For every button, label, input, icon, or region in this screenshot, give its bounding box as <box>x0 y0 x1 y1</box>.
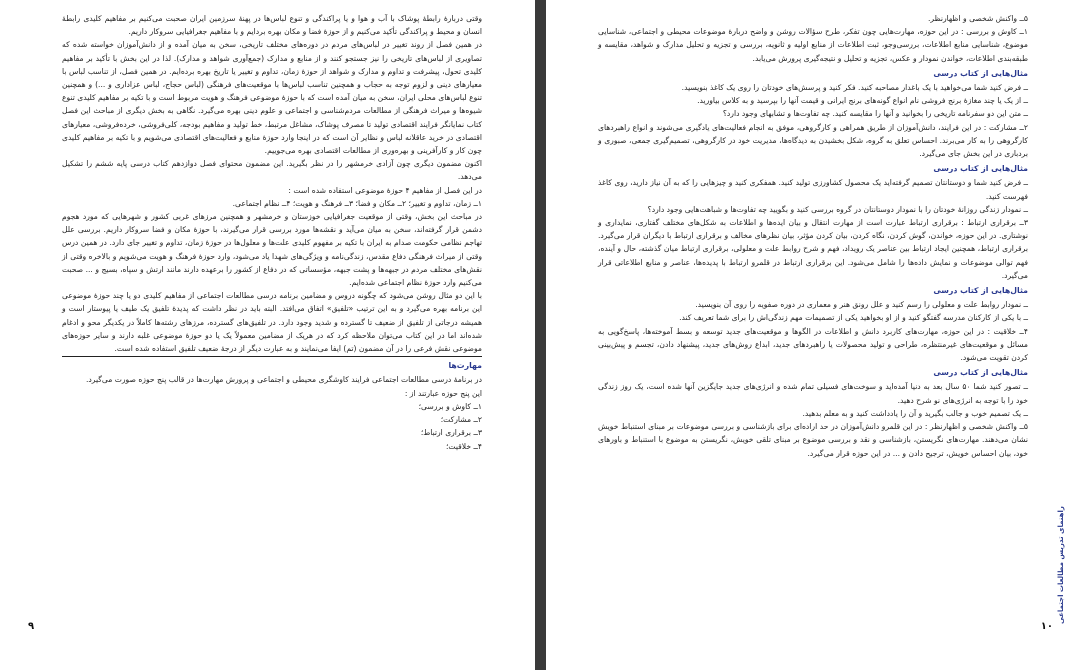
page-number: ۱۰ <box>1040 621 1053 632</box>
skill-item-communication: ۳ــ برقراری ارتباط : برقراری ارتباط عبارت است از مهارت انتقال و بیان ایده‌ها و اطلاعات به شکل‌های مختلف گفتاری، نمایداری و نوشتاری. در این حوزه، خواندن، گوش کردن، نگاه کردن، بیان کردن مؤثر، بیان نظرهای مخالف و برقراری ارتباط با دیگران قرار می‌گیرد. برقراری ارتباط، همچنین ایجاد ارتباط بین عناصر یک رویداد، فهم و شرح روابط علت و معلولی، برقراری ارتباط میان گذشته، حال و آینده، فهم توالی موضوعات و نمایش داده‌ها را شامل می‌شود. این برقراری ارتباط در قلمرو ارتباط با پدیده‌ها، عناصر و منابع اطلاعاتی قرار می‌گیرد. <box>598 218 1028 280</box>
paragraph: در همین فصل از روند تغییر در لباس‌های مردم در دوره‌های مختلف تاریخی، سخن به میان آمده و از دانش‌آموزان خواسته شده که تصاویری از لباس‌های تاریخی را نیز جستجو کنند و از منابع و مدارک (جمع‌آوری شواهد و مدارک). لذا در این بخش با تأکید بر مفاهیم کلیدی تحول، پیشرفت و تداوم و مدارک و شواهد از حوزهٔ زمان، تداوم و تغییر یا تاریخ بهره برده‌ایم. در همین فصل، از تناسب لباس با معیارهای دینی و لزوم توجه به حجاب و همچنین تناسب لباس‌ها با موقعیت‌های فرهنگی (لباس حجاج، لباس عزاداری و ...) و همچنین تنوع لباس‌های محلی ایران، سخن به میان آمده است که با حوزهٔ موضوعی فرهنگ و هویت مربوط است و با تکیه بر مفاهیم کلیدی تنوع شیوه‌ها و میراث فرهنگی از مطالعات مردم‌شناسی و اجتماعی و علوم دینی بهره می‌گیرد. نگاهی به بخش دیگری از مباحث این فصل کتاب نمایانگر فرایند اقتصادی تولید تا مصرف پوشاک، مشاغل مرتبط، خط تولید و مفاهیم بودجه، کلی‌فروشی، خرده‌فروشی، معیارهای اقتصادی در خرید عاقلانه لباس و نظایر آن است که در اینجا وارد حوزهٔ منابع و فعالیت‌های اقتصادی می‌شویم و با تکیه بر مفاهیم کلیدی چون کار و کارآفرینی و بهره‌وری از مطالعات اقتصادی بهره می‌جوییم. <box>62 40 482 156</box>
left-text-column <box>62 12 482 453</box>
paragraph: در این فصل از مفاهیم ۴ حوزهٔ موضوعی استفاده شده است : <box>288 185 482 195</box>
skill-item-participation: ۲ــ مشارکت : در این فرایند، دانش‌آموزان از طریق همراهی و کارگروهی، موفق به انجام فعالیت‌های یادگیری می‌شوند و انواع راهبردهای کارگروهی را به کار می‌برند. احساس تعلق به گروه، شکل بخشیدن به دیدگاه‌ها، مدیریت خود در کارگروهی، تصمیم‌گیری جمعی، صبوری و بردباری در این بخش جای می‌گیرد. <box>598 122 1028 159</box>
examples-heading: مثال‌هایی از کتاب درسی <box>933 368 1028 378</box>
skills-list-item: ۲ــ مشارکت؛ <box>440 415 482 425</box>
examples-heading: مثال‌هایی از کتاب درسی <box>933 164 1028 174</box>
example: ــ نمودار روابط علت و معلولی را رسم کنید و علل رونق هنر و معماری در دوره صفویه را روی آن بنویسید. <box>695 300 1028 310</box>
skill-item-inquiry: ۱ــ کاوش و بررسی : در این حوزه، مهارت‌هایی چون تفکر، طرح سؤالات روشن و واضح دربارهٔ موضوعات محیطی و اجتماعی، شناسایی موضوع، شناسایی منابع اطلاعات، بررسی‌وجو، ثبت اطلاعات از منابع اولیه و ثانویه، بررسی و تجزیه و تحلیل مدارک و شواهد، مقایسه و طبقه‌بندی اطلاعات، خواندن نمودار و عکس، تجزیه و تحلیل و نتیجه‌گیری پرورش می‌یابد. <box>598 27 1028 63</box>
skill-item-creativity: ۴ــ خلاقیت : در این حوزه، مهارت‌های کاربرد دانش و اطلاعات در الگوها و موقعیت‌های جدید توسعه و بسط آموخته‌ها، پاسخ‌گویی به مسائل و موقعیت‌های غیرمنتظره، طراحی و تولید محصولات یا راهبردهای جدید، ابداع روش‌های جدید، پیشنهاد دادن، تجسم و پیش‌بینی کردن تقویت می‌شود. <box>598 326 1028 363</box>
examples-heading: مثال‌هایی از کتاب درسی <box>933 68 1028 78</box>
examples-heading: مثال‌هایی از کتاب درسی <box>933 286 1028 296</box>
skills-list-item: ۱ــ کاوش و بررسی؛ <box>418 401 482 411</box>
example: ــ فرض کنید شما و دوستانتان تصمیم گرفته‌اید یک محصول کشاورزی تولید کنید. همفکری کنید و چیزهایی را که به آن نیاز دارید، روی کاغذ فهرست کنید. <box>598 178 1028 201</box>
example: ــ تصور کنید شما ۵۰ سال بعد به دنیا آمده‌اید و سوخت‌های فسیلی تمام شده و انرژی‌های جدید جایگزین آنها شده است، یک روز زندگی خود را با توجه به انرژی‌های نو شرح دهید. <box>598 382 1028 405</box>
skills-sub: این پنج حوزه عبارتند از : <box>404 388 482 398</box>
left-page <box>0 0 535 670</box>
skills-heading: مهارت‌ها <box>448 361 482 371</box>
example: ــ با یکی از کارکنان مدرسه گفتگو کنید و از او بخواهید یکی از تصمیمات مهم زندگی‌اش را برای شما تعریف کند. <box>679 313 1028 323</box>
paragraph: در مباحث این بخش، وقتی از موقعیت جغرافیایی خوزستان و خرمشهر و همچنین مرزهای غربی کشور و شهرهایی که مورد هجوم دشمن قرار گرفته‌اند، سخن به میان می‌آید و نقشه‌ها مورد بررسی قرار می‌گیرند، با حوزهٔ مکان و فضا سروکار داریم. بررسی علل تهاجم نظامی حکومت صدام به ایران با تکیه بر مفهوم کلیدی علت‌ها و معلول‌ها در حوزهٔ زمان، تداوم و تغییر جای دارد. در همین درس وقتی از میراث فرهنگی دفاع مقدس، زندگی‌نامه و ویژگی‌های شهدا یاد می‌شود، وارد حوزهٔ فرهنگ و هویت می‌شویم و بالاخره وقتی از نقش‌های مختلف مردم در جبهه‌ها و پشت جبهه، مؤسساتی که در دفاع از کشور را برعهده دارند مانند ارتش و سپاه، بسیج و ... صحبت می‌کنیم وارد حوزهٔ نظام اجتماعی شده‌ایم. <box>62 212 482 288</box>
skills-intro: در برنامهٔ درسی مطالعات اجتماعی فرایند کاوشگری محیطی و اجتماعی و پرورش مهارت‌ها در قالب پنج حوزه صورت می‌گیرد. <box>86 375 482 385</box>
example: ــ متن این دو سفرنامه تاریخی را بخوانید و آنها را مقایسه کنید. چه تفاوت‌ها و تشابهای وجود دارد؟ <box>722 109 1028 119</box>
skills-list-item: ۴ــ خلاقیت؛ <box>446 441 482 451</box>
right-text-column <box>598 12 1028 460</box>
skill-item-reaction: ۵ــ واکنش شخصی و اظهارنظر : در این قلمرو دانش‌آموزان در حد اراده‌ای برای بازشناسی و بررسی موضوعات بر مبنای استنباط خویش نشان می‌دهند. مهارت‌های نگریستن، بازشناسی و نقد و بررسی موضوع بر مبنای تلقی خویش، نگریستن به موضوع با استنباط و باورهای خود، بیان احساس خویش، ترجیح دادن و ... در این حوزه قرار می‌گیرد. <box>598 422 1028 458</box>
example: ــ یک تصمیم خوب و جالب بگیرید و آن را یادداشت کنید و به معلم بدهید. <box>802 408 1028 418</box>
paragraph: اکنون مضمون دیگری چون آزادی خرمشهر را در نظر بگیرید. این مضمون محتوای فصل دوازدهم کتاب درسی پایه ششم را تشکیل می‌دهد. <box>62 159 482 182</box>
book-gutter <box>535 0 546 670</box>
item-heading: ۵ــ واکنش شخصی و اظهارنظر. <box>928 14 1028 23</box>
skills-list-item: ۳ــ برقراری ارتباط؛ <box>420 428 482 438</box>
paragraph-integration: با این دو مثال روشن می‌شود که چگونه دروس و مضامین برنامه درسی مطالعات اجتماعی از مفاهیم کلیدی دو یا چند حوزهٔ موضوعی این برنامه بهره می‌گیرد و به این ترتیب «تلفیق» اتفاق می‌افتد. البته باید در نظر داشت که پدیدهٔ تلفیق یک طیف یا پیوستار است و همیشه درجاتی از تلفیق از ضعیف تا گسترده و شدید وجود دارد. در تلفیق‌های گسترده، مرزهای رشته‌ها کاملاً در یکدیگر محو و ادغام شده‌اند اما در این کتاب می‌توان ملاحظه کرد که در هریک از مضامین معمولاً یک یا دو حوزهٔ موضوعی غلبه دارند و سایر حوزه‌های موضوعی نقش فرعی را در آن مضمون (تم) ایفا می‌نمایند و به عبارت دیگر از درجهٔ ضعیف تلفیق استفاده شده است. <box>62 289 482 357</box>
example: ــ از یک یا چند مغازهٔ برنج فروشی نام انواع گونه‌های برنج ایرانی و قیمت آنها را بپرسید و به کلاس بیاورید. <box>697 96 1028 106</box>
example: ــ فرض کنید شما می‌خواهید با یک باغدار مصاحبه کنید. فکر کنید و پرسش‌های خودتان را روی یک کاغذ بنویسید. <box>681 83 1028 93</box>
page-number: ۹ <box>28 621 35 632</box>
right-page <box>546 0 1081 670</box>
running-side-label: راهنمای تدریس مطالعات اجتماعی <box>1057 506 1065 624</box>
paragraph: وقتی دربارهٔ رابطهٔ پوشاک با آب و هوا و یا پراکندگی و تنوع لباس‌ها در پهنهٔ سرزمین ایران صحبت می‌کنیم بر مفاهیم کلیدی رابطهٔ انسان و محیط و پراکندگی تأکید می‌کنیم و از حوزهٔ فضا و مکان بهره بردایم و با مفاهیم جغرافیایی سروکار داریم. <box>62 14 482 37</box>
example: ــ نمودار زندگی روزانهٔ خودتان را با نمودار دوستانتان در گروه بررسی کنید و بگویید چه تفاوت‌ها و شباهت‌هایی وجود دارد؟ <box>647 204 1028 214</box>
paragraph: ۱ــ زمان، تداوم و تغییر؛ ۲ــ مکان و فضا؛ ۳ــ فرهنگ و هویت؛ ۴ــ نظام اجتماعی. <box>232 198 482 208</box>
